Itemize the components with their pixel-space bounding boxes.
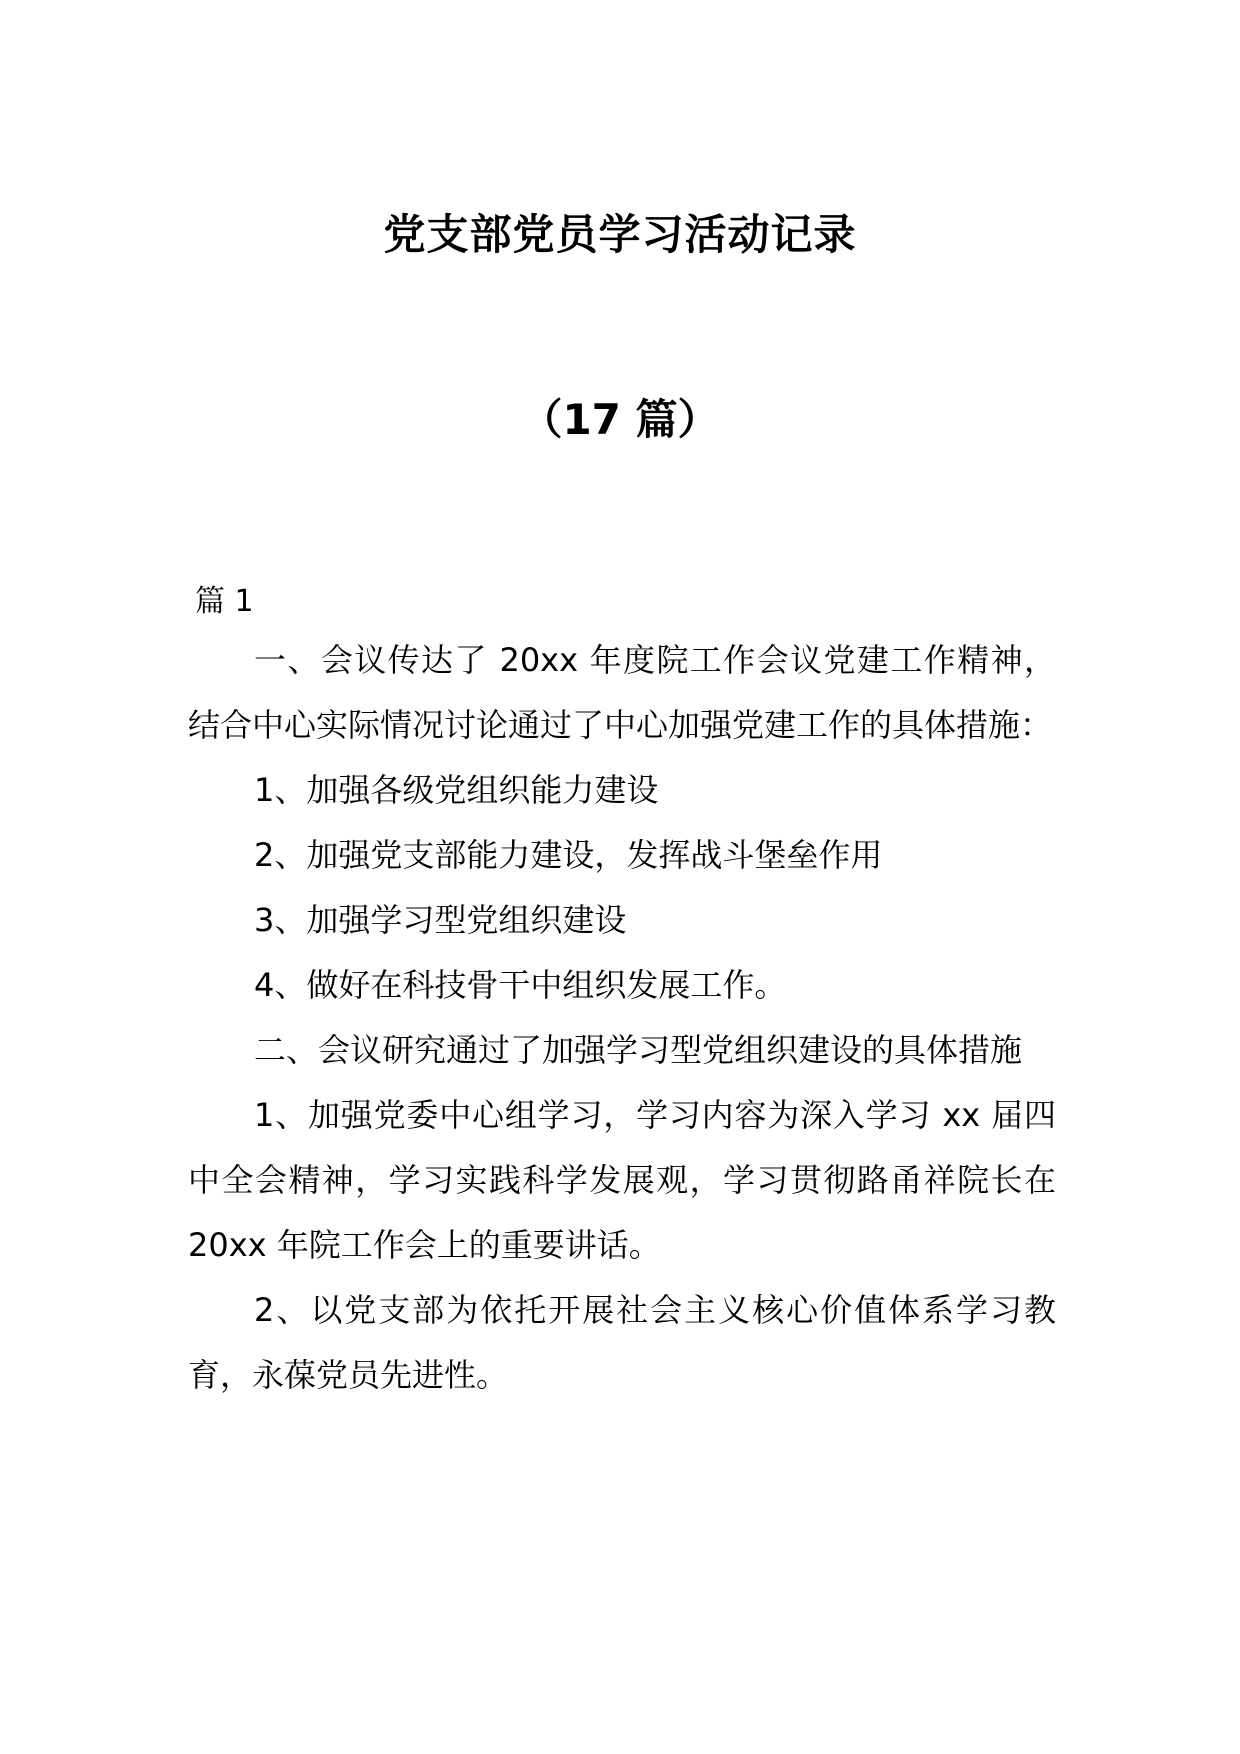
paragraph-2: 1、加强各级党组织能力建设: [254, 771, 659, 809]
section-label: 篇 1: [195, 584, 254, 619]
paragraph-3: 2、加强党支部能力建设，发挥战斗堡垒作用: [254, 836, 883, 874]
paragraph-6: 二、会议研究通过了加强学习型党组织建设的具体措施: [254, 1031, 1023, 1069]
document-body: [188, 576, 1056, 1408]
document-title: 党支部党员学习活动记录: [383, 210, 857, 259]
paragraph-5: 4、做好在科技骨干中组织发展工作。: [254, 966, 787, 1004]
paragraph-4: 3、加强学习型党组织建设: [254, 901, 627, 939]
paragraph-7: 1、加强党委中心组学习，学习内容为深入学习 xx 届四中全会精神，学习实践科学发展观，学习贯彻路甬祥院长在 20xx 年院工作会上的重要讲话。: [188, 1096, 1056, 1264]
paragraph-1: 一、会议传达了 20xx 年度院工作会议党建工作精神，结合中心实际情况讨论通过了中心加强党建工作的具体措施：: [188, 641, 1056, 744]
document-subtitle: （17 篇）: [520, 395, 720, 444]
paragraph-8: 2、以党支部为依托开展社会主义核心价值体系学习教育，永葆党员先进性。: [188, 1291, 1056, 1394]
